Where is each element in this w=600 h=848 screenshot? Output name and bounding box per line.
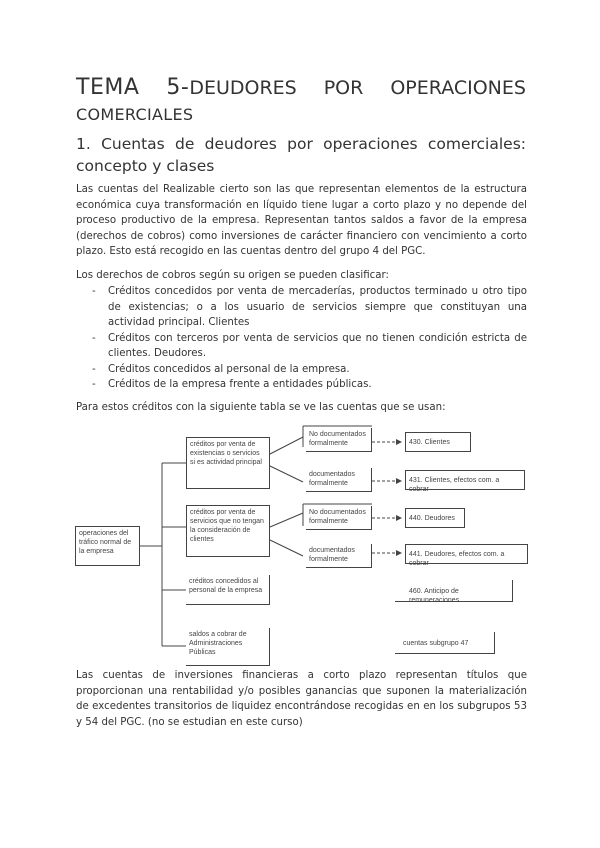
account-440: 440. Deudores [405, 508, 465, 528]
tema-word-1: DEUDORES [189, 77, 297, 99]
account-430: 430. Clientes [405, 432, 471, 452]
diagram-b2-no-documentados: No documentados formalmente [306, 506, 372, 530]
diagram-b1-documentados: documentados formalmente [306, 468, 372, 492]
table-intro-paragraph: Para estos créditos con la siguiente tabla se ve las cuentas que se usan: [76, 402, 446, 413]
diagram-branch-clientes: créditos por venta de existencias o servicios si es actividad principal [186, 437, 270, 489]
diagram-branch-administraciones: saldos a cobrar de Administraciones Públicas [186, 628, 270, 666]
account-47: cuentas subgrupo 47 [395, 632, 495, 654]
account-431: 431. Clientes, efectos com. a cobrar [405, 470, 525, 490]
list-item: - Créditos concedidos al personal de la empresa. [92, 362, 527, 378]
inversiones-paragraph: Las cuentas de inversiones financieras a corto plazo representan títulos que proporcionan una rentabilidad y/o posibles ganancias que suponen la materialización de excedentes transitorios de liquidez encontrándose recogidas en en los subgrupos 53 y 54 del PGC. (no se estudian en este curso) [76, 670, 527, 728]
diagram-root-box: operaciones del tráfico normal de la empresa [75, 526, 140, 566]
tema-word-3: OPERACIONES [390, 77, 526, 99]
tema-number: 5- [166, 75, 190, 100]
tema-heading-line2: COMERCIALES [76, 105, 194, 124]
account-460: 460. Anticipo de remuneraciones [395, 580, 513, 602]
diagram-branch-deudores: créditos por venta de servicios que no tengan la consideración de clientes [186, 505, 270, 557]
list-item: - Créditos de la empresa frente a entidades públicas. [92, 377, 527, 393]
diagram-b1-no-documentados: No documentados formalmente [306, 428, 372, 452]
diagram-branch-personal: créditos concedidos al personal de la empresa [186, 575, 270, 605]
classification-paragraph: Los derechos de cobros según su origen se pueden clasificar: [76, 270, 389, 281]
section-title: 1. Cuentas de deudores por operaciones comerciales: concepto y clases [76, 135, 526, 175]
list-item: - Créditos con terceros por venta de servicios que no tienen condición estricta de clientes. Deudores. [92, 331, 527, 362]
diagram-b2-documentados: documentados formalmente [306, 544, 372, 568]
intro-paragraph: Las cuentas del Realizable cierto son las que representan elementos de la estructura económica cuya transformación en líquido tiene lugar a corto plazo y no depende del proceso productivo de la empresa. Representan tantos saldos a favor de la empresa (derechos de cobros) como inversiones de carácter financiero con vencimiento a corto plazo. Esto está recogido en las cuentas dentro del grupo 4 del PGC. [76, 184, 527, 257]
list-item: - Créditos concedidos por venta de mercaderías, productos terminado u otro tipo de existencias; o a los usuario de servicios siempre que constituyan una actividad principal. Clientes [92, 284, 527, 331]
tema-label: TEMA [76, 75, 140, 100]
account-441: 441. Deudores, efectos com. a cobrar [405, 544, 528, 564]
tema-word-2: POR [323, 77, 364, 99]
